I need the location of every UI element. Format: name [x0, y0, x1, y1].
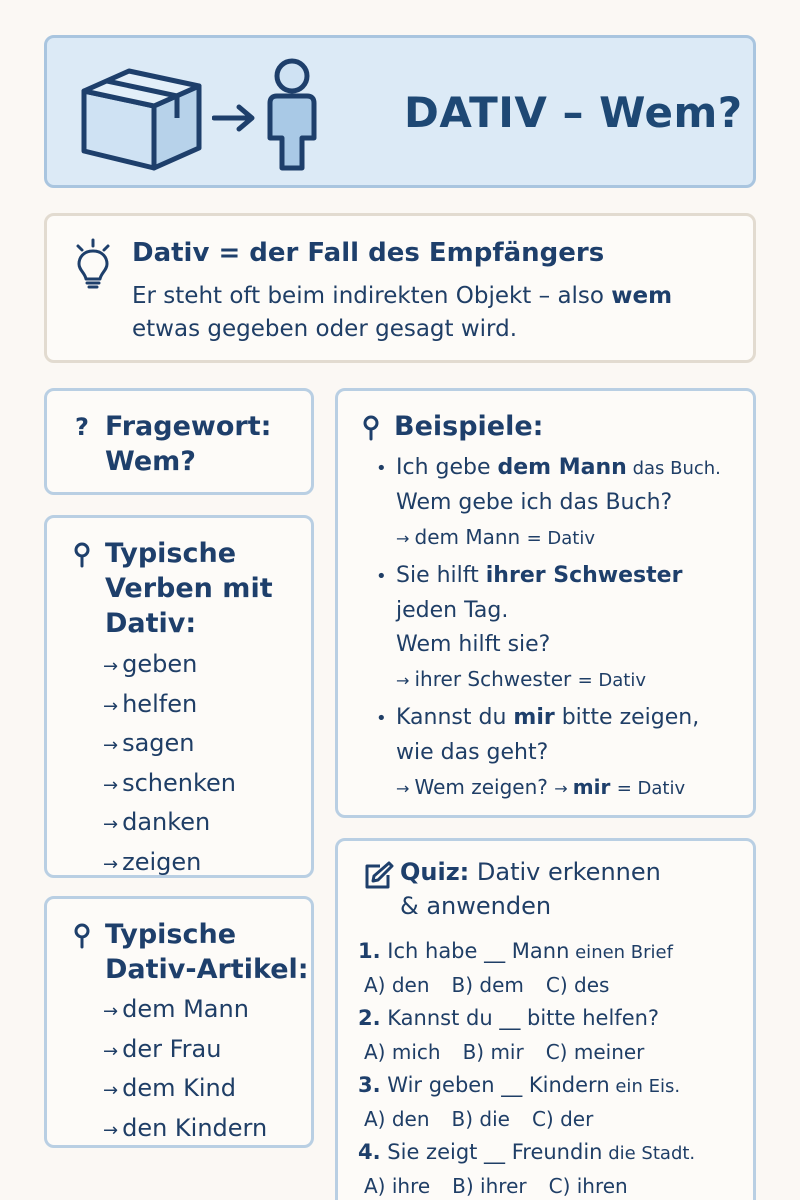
question-word-label: Fragewort: — [105, 411, 272, 442]
list-item: → sagen — [103, 725, 236, 765]
question-word-card — [44, 388, 314, 495]
lightbulb-icon — [73, 238, 113, 290]
quiz-question-2 — [358, 1002, 753, 1069]
ex2-answer-text: ihrer Schwester — [414, 667, 572, 691]
list-item: → helfen — [103, 686, 236, 726]
ex3-pre: Kannst du — [396, 705, 514, 730]
ex1-answer-text: dem Mann — [414, 525, 521, 549]
person-icon — [262, 58, 322, 173]
quiz-title — [400, 855, 740, 923]
edit-icon — [362, 861, 394, 891]
option-b[interactable]: B) mir — [462, 1040, 524, 1064]
quiz-options — [358, 1170, 753, 1200]
option-b[interactable]: B) dem — [451, 973, 524, 997]
quiz-card — [335, 838, 756, 1200]
option-a[interactable]: A) ihre — [364, 1174, 431, 1198]
quiz-question-3 — [358, 1069, 753, 1136]
example-3 — [376, 701, 756, 806]
ex3-post: bitte zeigen, — [554, 705, 700, 730]
bullet: • — [376, 566, 387, 587]
ex1-answer-label: = Dativ — [526, 528, 595, 549]
ex2-bold: ihrer Schwester — [485, 563, 683, 588]
question-text: Ich habe __ Mann — [387, 939, 570, 963]
examples-card — [335, 388, 756, 818]
list-item: → dem Mann — [103, 991, 267, 1031]
question-number: 2. — [358, 1006, 381, 1030]
list-item: → schenken — [103, 765, 236, 805]
ex3-answer-text: mir — [572, 775, 611, 799]
option-b[interactable]: B) die — [451, 1107, 510, 1131]
quiz-question-4 — [358, 1136, 753, 1200]
ex3-bold: mir — [513, 705, 555, 730]
articles-title-line1: Typische — [105, 919, 237, 950]
question-text: Kannst du __ bitte helfen? — [387, 1006, 660, 1030]
ex3-answer-pre: Wem zeigen? — [414, 775, 548, 799]
info-text-bold: wem — [611, 283, 673, 309]
articles-title-line2: Dativ-Artikel: — [105, 954, 309, 985]
bullet: • — [376, 458, 387, 479]
articles-list — [103, 991, 267, 1149]
articles-card — [44, 896, 314, 1148]
question-mark-icon: ? — [75, 413, 89, 441]
ex2-pre: Sie hilft — [396, 563, 486, 588]
arrow-right-icon — [212, 103, 258, 133]
question-number: 1. — [358, 939, 381, 963]
question-number: 4. — [358, 1140, 381, 1164]
question-text-small: ein Eis. — [609, 1076, 681, 1097]
verbs-title-line3: Dativ: — [105, 608, 197, 639]
question-text: Wir geben __ Kindern — [387, 1073, 610, 1097]
option-c[interactable]: C) des — [545, 973, 610, 997]
pin-icon — [73, 542, 91, 568]
list-item: → der Frau — [103, 1031, 267, 1071]
question-text: Sie zeigt __ Freundin — [387, 1140, 603, 1164]
option-b[interactable]: B) ihrer — [452, 1174, 527, 1198]
option-a[interactable]: A) den — [364, 973, 430, 997]
question-text-small: einen Brief — [569, 942, 673, 963]
verbs-title-line2: Verben mit — [105, 573, 273, 604]
option-c[interactable]: C) meiner — [545, 1040, 645, 1064]
example-2 — [376, 559, 756, 698]
ex1-bold: dem Mann — [497, 455, 627, 480]
ex2-answer: → ihrer Schwester = Dativ — [396, 667, 646, 691]
info-text-after: etwas gegeben oder gesagt wird. — [132, 316, 518, 342]
list-item: → zeigen — [103, 844, 236, 884]
ex3-line2: wie das geht? — [396, 740, 549, 765]
quiz-options — [358, 1103, 753, 1136]
verbs-title-line1: Typische — [105, 538, 237, 569]
pin-icon — [73, 923, 91, 949]
box-icon — [79, 56, 204, 174]
quiz-title-bold: Quiz: — [400, 858, 470, 886]
question-word-value: Wem? — [105, 446, 196, 477]
articles-title — [105, 917, 309, 987]
info-title: Dativ = der Fall des Empfängers — [132, 238, 605, 268]
verbs-list — [103, 646, 236, 883]
pin-icon — [362, 415, 380, 441]
bullet: • — [376, 708, 387, 729]
header-banner — [44, 35, 756, 188]
quiz-title-rest: Dativ erkennen — [469, 858, 661, 886]
quiz-title-line2: & anwenden — [400, 892, 552, 920]
quiz-options — [358, 969, 753, 1002]
quiz-question-1 — [358, 935, 753, 1002]
option-c[interactable]: C) ihren — [548, 1174, 628, 1198]
list-item: → danken — [103, 804, 236, 844]
info-text-before: Er steht oft beim indirekten Objekt – also — [132, 283, 612, 309]
question-text-small: die Stadt. — [602, 1143, 696, 1164]
ex2-answer-label: = Dativ — [577, 670, 646, 691]
option-a[interactable]: A) mich — [364, 1040, 441, 1064]
question-number: 3. — [358, 1073, 381, 1097]
example-1 — [376, 451, 756, 556]
quiz-options — [358, 1036, 753, 1069]
verbs-card — [44, 515, 314, 878]
ex1-post: das Buch. — [626, 458, 721, 479]
question-word-title — [105, 409, 271, 479]
info-card — [44, 213, 756, 363]
verbs-title — [105, 536, 273, 641]
list-item: → geben — [103, 646, 236, 686]
ex3-answer-label: = Dativ — [616, 778, 686, 799]
examples-title: Beispiele: — [394, 411, 544, 442]
list-item: → den Kindern — [103, 1110, 267, 1150]
ex3-answer: → Wem zeigen? → mir = Dativ — [396, 775, 686, 799]
list-item: → dem Kind — [103, 1070, 267, 1110]
ex2-line2: jeden Tag. — [396, 598, 509, 623]
page-title: DATIV – Wem? — [404, 88, 743, 137]
ex1-question: Wem gebe ich das Buch? — [396, 490, 673, 515]
ex1-answer: → dem Mann = Dativ — [396, 525, 595, 549]
ex2-question: Wem hilft sie? — [396, 632, 551, 657]
info-text — [132, 280, 742, 346]
ex1-pre: Ich gebe — [396, 455, 498, 480]
option-a[interactable]: A) den — [364, 1107, 430, 1131]
option-c[interactable]: C) der — [531, 1107, 594, 1131]
